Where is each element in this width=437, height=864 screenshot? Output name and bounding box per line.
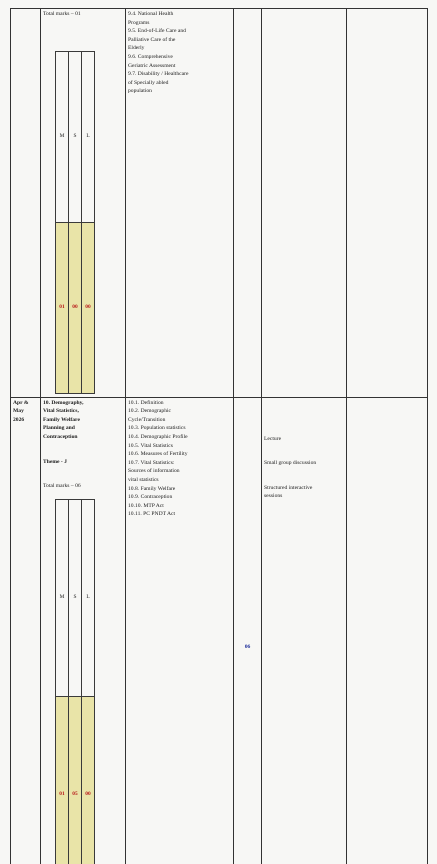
topic-line: vital statistics xyxy=(128,476,159,483)
topic-line: Programs xyxy=(128,19,150,26)
topic-line: 10.5. Vital Statistics xyxy=(128,442,173,449)
method-line: Small group discussion xyxy=(264,460,317,467)
msl-value: 00 xyxy=(69,222,82,393)
methods-cell xyxy=(262,397,347,864)
topic-line: Geriatric Assessment xyxy=(128,62,176,69)
msl-header: S xyxy=(69,499,82,696)
month-line: May xyxy=(13,408,24,415)
unit-title-line: 10. Demography, xyxy=(43,399,84,406)
assessment-cell xyxy=(347,397,428,864)
unit-title-line: Planning and xyxy=(43,425,75,432)
unit-cell xyxy=(41,9,126,398)
topic-line: 10.3. Population statistics xyxy=(128,425,186,432)
methods-cell xyxy=(262,9,347,398)
topic-line: 10.10. MTP Act xyxy=(128,502,164,509)
msl-header: M xyxy=(56,499,69,696)
msl-value: 00 xyxy=(82,222,95,393)
topic-line: 9.6. Comprehensive xyxy=(128,53,173,60)
topic-line: 10.1. Definition xyxy=(128,399,164,406)
topic-line: 10.11. PC PNDT Act xyxy=(128,511,176,518)
method-line: sessions xyxy=(264,493,283,500)
topic-line: Elderly xyxy=(128,45,145,52)
topic-line: 10.4. Demographic Profile xyxy=(128,433,188,440)
msl-box xyxy=(55,499,95,864)
method-line: Structured interactive xyxy=(264,484,313,491)
msl-header: S xyxy=(69,51,82,222)
topic-line: 10.9. Contraception xyxy=(128,494,173,501)
syllabus-table xyxy=(10,8,428,864)
unit-title-line: Contraception xyxy=(43,433,78,440)
total-marks: Total marks – 01 xyxy=(43,11,81,17)
topic-line: 10.8. Family Welfare xyxy=(128,485,176,492)
msl-value: 05 xyxy=(69,696,82,864)
msl-header: M xyxy=(56,51,69,222)
unit-title-line: Family Welfare xyxy=(43,416,80,423)
total-marks: Total marks – 06 xyxy=(43,483,81,490)
msl-value: 01 xyxy=(56,222,69,393)
month-cell xyxy=(11,9,41,398)
month-line: 2026 xyxy=(13,416,25,423)
msl-value: 00 xyxy=(82,696,95,864)
topic-line: 10.7. Vital Statistics: xyxy=(128,459,175,466)
method-line: Lecture xyxy=(264,435,282,442)
month-line: Apr & xyxy=(13,399,29,406)
hours-value: 06 xyxy=(244,643,251,650)
topic-line: population xyxy=(128,88,152,95)
unit-title-line: Vital Statistics, xyxy=(43,408,79,415)
topic-line: Cycle/Transition xyxy=(128,416,166,423)
topic-line: 9.4. National Health xyxy=(128,11,174,17)
msl-box xyxy=(55,51,95,394)
topics-cell xyxy=(126,397,234,864)
msl-header: L xyxy=(82,499,95,696)
topic-line: 9.5. End-of-Life Care and xyxy=(128,28,186,35)
table-row xyxy=(11,397,428,864)
table-row xyxy=(11,9,428,398)
msl-value: 01 xyxy=(56,696,69,864)
month-cell xyxy=(11,397,41,864)
topics-cell xyxy=(126,9,234,398)
assessment-cell xyxy=(347,9,428,398)
topic-line: Palliative Care of the xyxy=(128,36,176,43)
topic-line: 10.6. Measures of Fertility xyxy=(128,451,188,458)
topic-line: 10.2. Demographic xyxy=(128,408,172,415)
topic-line: 9.7. Disability / Healthcare xyxy=(128,71,189,78)
topic-line: Sources of information xyxy=(128,468,180,475)
topic-line: of Specially abled xyxy=(128,79,169,86)
hours-cell xyxy=(234,9,262,398)
hours-cell xyxy=(234,397,262,864)
msl-header: L xyxy=(82,51,95,222)
theme-label: Theme - J xyxy=(43,458,67,465)
unit-cell xyxy=(41,397,126,864)
